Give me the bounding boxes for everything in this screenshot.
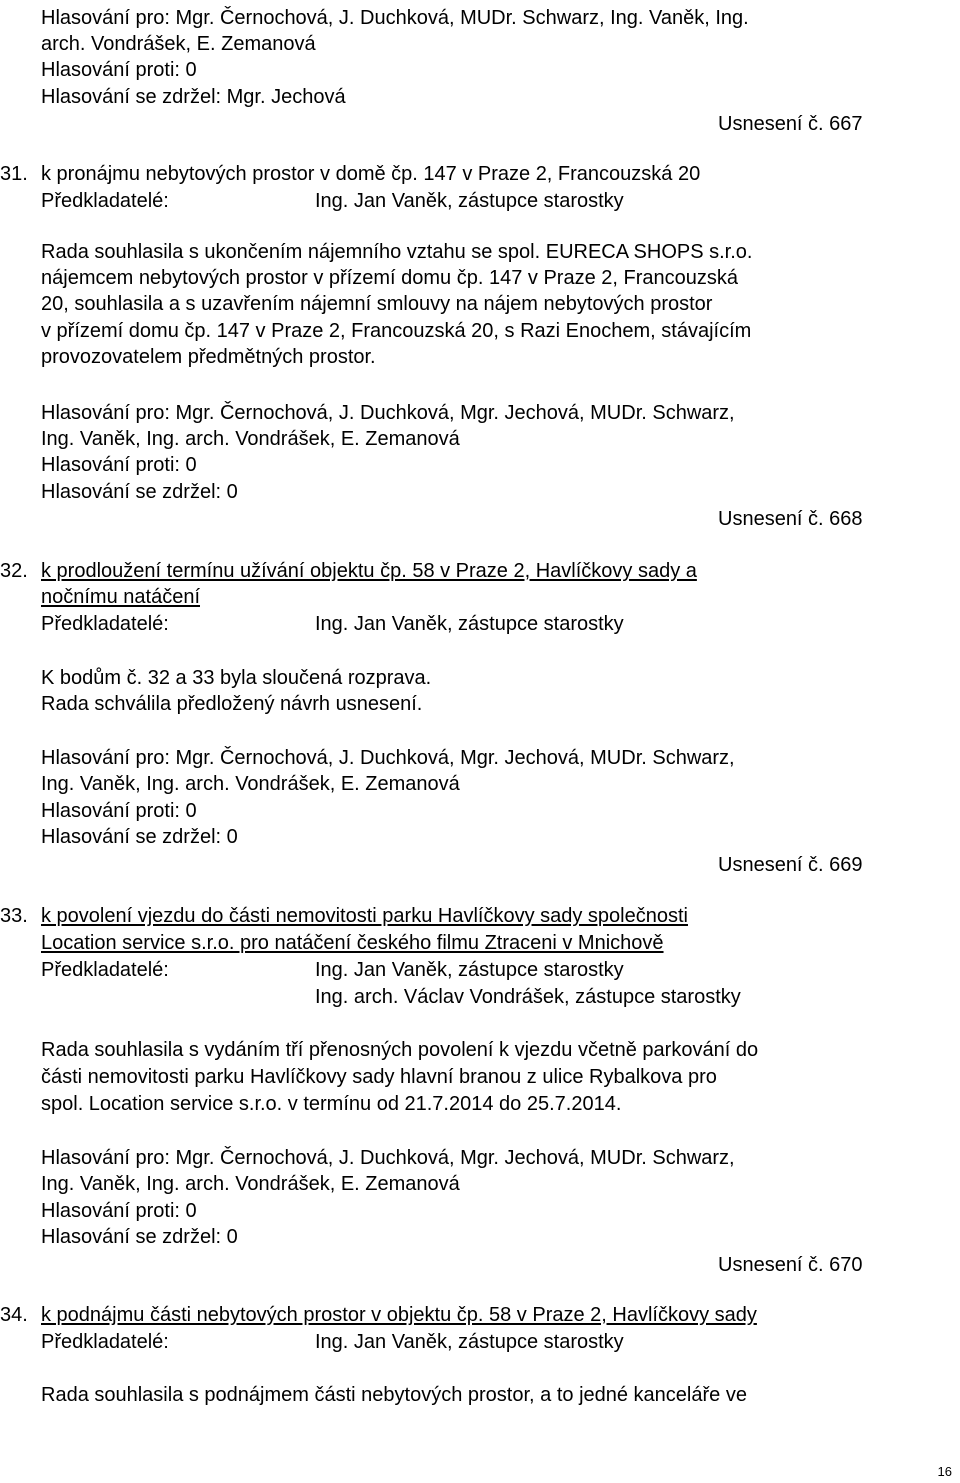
item-title-cont: Location service s.r.o. pro natáčení českého filmu Ztraceni v Mnichově: [41, 932, 664, 954]
body-line: K bodům č. 32 a 33 byla sloučená rozprava.: [41, 667, 432, 689]
vote-abstain: Hlasování se zdržel: 0: [41, 826, 238, 848]
vote-abstain: Hlasování se zdržel: 0: [41, 1226, 238, 1248]
body-line: Rada souhlasila s podnájmem části nebytových prostor, a to jedné kanceláře ve: [41, 1384, 747, 1406]
submitter-label: Předkladatelé:: [41, 190, 169, 212]
body-line: Rada souhlasila s ukončením nájemního vztahu se spol. EURECA SHOPS s.r.o.: [41, 241, 753, 263]
resolution-number: Usnesení č. 670: [718, 1254, 863, 1276]
item-title-cont: nočnímu natáčení: [41, 586, 200, 608]
vote-against: Hlasování proti: 0: [41, 1200, 197, 1222]
resolution-number: Usnesení č. 667: [718, 113, 863, 135]
body-line: 20, souhlasila a s uzavřením nájemní smlouvy na nájem nebytových prostor: [41, 293, 713, 315]
submitter: Ing. Jan Vaněk, zástupce starostky: [315, 1331, 624, 1353]
vote-for-cont: Ing. Vaněk, Ing. arch. Vondrášek, E. Zemanová: [41, 1173, 460, 1195]
submitter: Ing. Jan Vaněk, zástupce starostky: [315, 613, 624, 635]
body-line: Rada schválila předložený návrh usnesení.: [41, 693, 423, 715]
vote-for: Hlasování pro: Mgr. Černochová, J. Duchková, Mgr. Jechová, MUDr. Schwarz,: [41, 747, 735, 769]
resolution-number: Usnesení č. 668: [718, 508, 863, 530]
body-line: v přízemí domu čp. 147 v Praze 2, Francouzská 20, s Razi Enochem, stávajícím: [41, 320, 752, 342]
item-title: k podnájmu části nebytových prostor v objektu čp. 58 v Praze 2, Havlíčkovy sady: [41, 1304, 757, 1326]
body-line: provozovatelem předmětných prostor.: [41, 346, 376, 368]
item-title: k pronájmu nebytových prostor v domě čp. 147 v Praze 2, Francouzská 20: [41, 163, 701, 185]
vote-abstain: Hlasování se zdržel: Mgr. Jechová: [41, 86, 346, 108]
vote-against: Hlasování proti: 0: [41, 800, 197, 822]
body-line: Rada souhlasila s vydáním tří přenosných povolení k vjezdu včetně parkování do: [41, 1039, 759, 1061]
submitter-label: Předkladatelé:: [41, 613, 169, 635]
body-line: spol. Location service s.r.o. v termínu od 21.7.2014 do 25.7.2014.: [41, 1093, 622, 1115]
vote-for-cont: Ing. Vaněk, Ing. arch. Vondrášek, E. Zemanová: [41, 773, 460, 795]
vote-abstain: Hlasování se zdržel: 0: [41, 481, 238, 503]
submitter: Ing. Jan Vaněk, zástupce starostky: [315, 959, 624, 981]
item-number: 34.: [0, 1304, 28, 1326]
item-title: k povolení vjezdu do části nemovitosti parku Havlíčkovy sady společnosti: [41, 905, 688, 927]
vote-against: Hlasování proti: 0: [41, 59, 197, 81]
vote-for-cont: arch. Vondrášek, E. Zemanová: [41, 33, 316, 55]
body-line: části nemovitosti parku Havlíčkovy sady hlavní branou z ulice Rybalkova pro: [41, 1066, 717, 1088]
submitter: Ing. arch. Václav Vondrášek, zástupce starostky: [315, 986, 741, 1008]
vote-for-cont: Ing. Vaněk, Ing. arch. Vondrášek, E. Zemanová: [41, 428, 460, 450]
item-number: 33.: [0, 905, 28, 927]
vote-for: Hlasování pro: Mgr. Černochová, J. Duchková, Mgr. Jechová, MUDr. Schwarz,: [41, 1147, 735, 1169]
submitter: Ing. Jan Vaněk, zástupce starostky: [315, 190, 624, 212]
vote-against: Hlasování proti: 0: [41, 454, 197, 476]
body-line: nájemcem nebytových prostor v přízemí domu čp. 147 v Praze 2, Francouzská: [41, 267, 738, 289]
vote-for: Hlasování pro: Mgr. Černochová, J. Duchková, Mgr. Jechová, MUDr. Schwarz,: [41, 402, 735, 424]
item-number: 32.: [0, 560, 28, 582]
submitter-label: Předkladatelé:: [41, 1331, 169, 1353]
item-title: k prodloužení termínu užívání objektu čp. 58 v Praze 2, Havlíčkovy sady a: [41, 560, 697, 582]
page-number: 16: [937, 1464, 952, 1479]
submitter-label: Předkladatelé:: [41, 959, 169, 981]
item-number: 31.: [0, 163, 28, 185]
vote-for: Hlasování pro: Mgr. Černochová, J. Duchková, MUDr. Schwarz, Ing. Vaněk, Ing.: [41, 7, 749, 29]
resolution-number: Usnesení č. 669: [718, 854, 863, 876]
